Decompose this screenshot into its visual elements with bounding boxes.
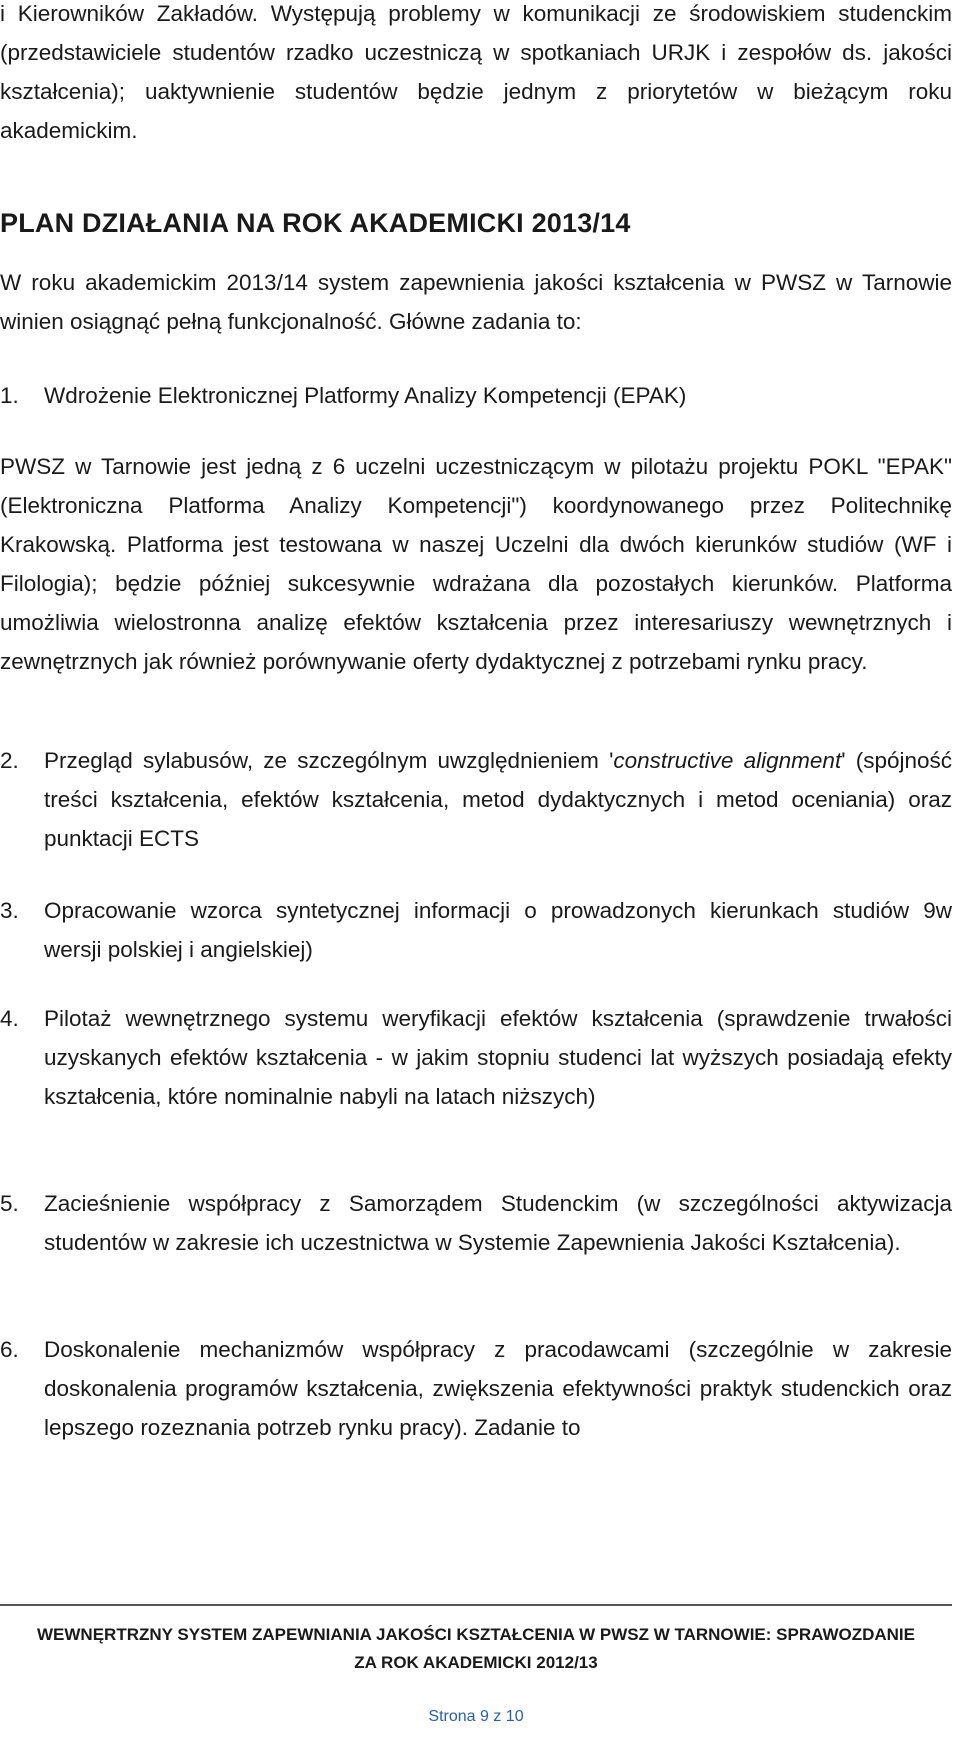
section-intro: W roku akademickim 2013/14 system zapewnienia jakości kształcenia w PWSZ w Tarnowie winien osiągnąć pełną funkcjonalność. Główne zadania to: [0,270,952,334]
page-number [0,1708,952,1726]
page-total: 10 [505,1708,524,1725]
task-item-4 [0,999,952,1116]
section-heading: PLAN DZIAŁANIA NA ROK AKADEMICKI 2013/14 [0,208,631,238]
page-label: Strona [428,1708,476,1725]
task-text [44,741,952,858]
task-number: 6. [0,1337,19,1362]
footer-divider [0,1604,952,1606]
page-footer [0,1621,952,1677]
task-number: 1. [0,383,19,408]
task-text: Doskonalenie mechanizmów współpracy z pracodawcami (szczególnie w zakresie doskonalenia programów kształcenia, zwiększenia efektywności praktyk studenckich oraz lepszego rozeznania potrzeb rynku pracy). Zadanie to [44,1337,952,1440]
task-text: Wdrożenie Elektronicznej Platformy Analizy Kompetencji (EPAK) [44,383,687,408]
footer-title-line1: WEWNĘRTRZNY SYSTEM ZAPEWNIANIA JAKOŚCI KSZTAŁCENIA W PWSZ W TARNOWIE: SPRAWOZDANIE [37,1625,915,1644]
task-text-part: ' (spójność treści kształcenia, efektów kształcenia, metod dydaktycznych i metod oceniania) oraz punktacji ECTS [44,748,953,851]
task-text: Pilotaż wewnętrznego systemu weryfikacji efektów kształcenia (sprawdzenie trwałości uzyskanych efektów kształcenia - w jakim stopniu studenci lat wyższych posiadają efekty kształcenia, które nominalnie nabyli na latach niższych) [44,1006,952,1109]
epak-description: PWSZ w Tarnowie jest jedną z 6 uczelni uczestniczącym w pilotażu projektu POKL "EPAK" (Elektroniczna Platforma Analizy Kompetencji") koordynowanego przez Politechnikę Krakowską. Platforma jest testowana w naszej Uczelni dla dwóch kierunków studiów (WF i Filologia); będzie później sukcesywnie wdrażana dla pozostałych kierunków. Platforma umożliwia wielostronna analizę efektów kształcenia przez interesariuszy wewnętrznych i zewnętrznych jak również porównywanie oferty dydaktycznej z potrzebami rynku pracy. [0,454,952,674]
task-number: 5. [0,1191,19,1216]
task-item-5 [0,1184,952,1262]
task-text-part: Przegląd sylabusów, ze szczególnym uwzględnieniem ' [44,748,614,773]
task-number: 2. [0,748,19,773]
task-item-3 [0,891,952,969]
page-current: 9 [479,1708,489,1725]
intro-paragraph: i Kierowników Zakładów. Występują problemy w komunikacji ze środowiskiem studenckim (przedstawiciele studentów rzadko uczestniczą w spotkaniach URJK i zespołów ds. jakości kształcenia); uaktywnienie studentów będzie jednym z priorytetów w bieżącym roku akademickim. [0,1,952,143]
task-item-1 [0,376,952,415]
task-item-2 [0,741,952,858]
task-text-italic: constructive alignment [613,748,842,773]
task-text: Opracowanie wzorca syntetycznej informacji o prowadzonych kierunkach studiów 9w wersji polskiej i angielskiej) [44,898,952,962]
task-text: Zacieśnienie współpracy z Samorządem Studenckim (w szczególności aktywizacja studentów w zakresie ich uczestnictwa w Systemie Zapewnienia Jakości Kształcenia). [44,1191,952,1255]
task-number: 4. [0,1006,19,1031]
page-sep: z [493,1708,502,1725]
task-item-6 [0,1330,952,1447]
task-number: 3. [0,898,19,923]
footer-title-line2: ZA ROK AKADEMICKI 2012/13 [354,1653,598,1672]
